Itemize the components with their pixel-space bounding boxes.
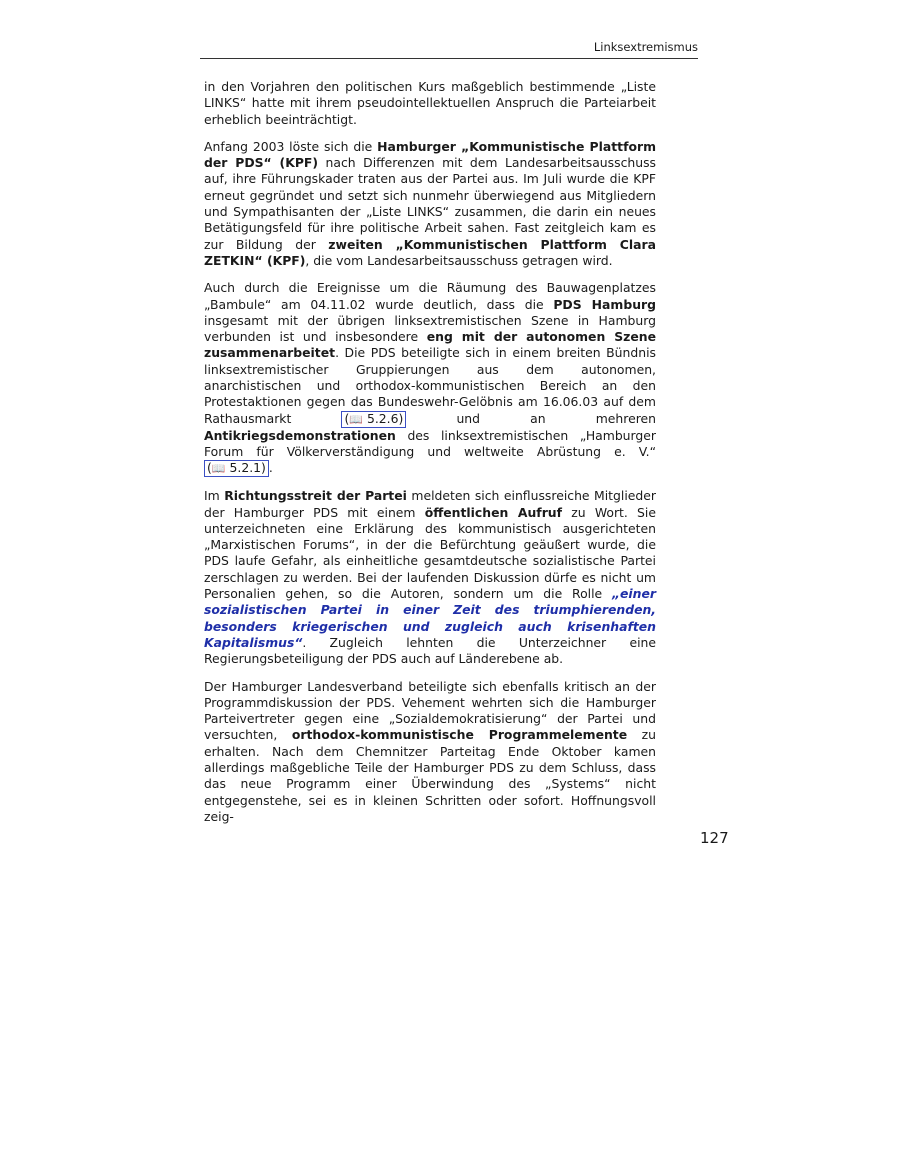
quotation: „einer sozialistischen Partei in einer Zeit des triumphierenden, besonders kriegerischen und zugleich auch krisenhaften Kapitalismus“ bbox=[204, 586, 656, 650]
bold-phrase: PDS Hamburg bbox=[553, 296, 656, 312]
paragraph-4: Im Richtungsstreit der Partei meldeten sich einflussreiche Mitglieder der Hamburger PDS mit einem öffentlichen Aufruf zu Wort. Sie unterzeichneten eine Erklärung des kommunistisch ausgerichteten „Marxistischen Forums“, in der die Befürchtung geäußert wurde, die PDS laufe Gefahr, als einheitliche gesamtdeutsche sozialistische Partei zerschlagen zu werden. Bei der laufenden Diskussion dürfe es nicht um Personalien gehen, so die Autoren, sondern um die Rolle „einer sozialistischen Partei in einer Zeit des triumphierenden, besonders kriegerischen und zugleich auch krisenhaften Kapitalismus“. Zugleich lehnten die Unterzeichner eine Regierungsbeteiligung der PDS auch auf Länderebene ab. bbox=[204, 488, 656, 667]
paragraph-5: Der Hamburger Landesverband beteiligte sich ebenfalls kritisch an der Programmdiskussion der PDS. Vehement wehrten sich die Hamburger Parteivertreter gegen eine „Sozialdemokratisierung“ der Partei und versuchten, orthodox-kommunistische Programmelemente zu erhalten. Nach dem Chemnitzer Parteitag Ende Oktober kamen allerdings maßgebliche Teile der Hamburger PDS zu dem Schluss, dass das neue Programm einer Überwindung des „Systems“ nicht entgegenstehe, sei es in kleinen Schritten oder sofort. Hoffnungsvoll zeig- bbox=[204, 678, 656, 824]
book-icon: 📖 bbox=[349, 412, 363, 426]
paragraph-3: Auch durch die Ereignisse um die Räumung des Bauwagenplatzes „Bambule“ am 04.11.02 wurde deutlich, dass die PDS Hamburg insgesamt mit der übrigen linksextremistischen Szene in Hamburg verbunden ist und insbesondere eng mit der autonomen Szene zusammenarbeitet. Die PDS beteiligte sich in einem breiten Bündnis linksextremistischer Gruppierungen aus dem autonomen, anarchistischen und orthodox-kommunistischen Bereich an den Protestaktionen gegen das Bundeswehr-Gelöbnis am 16.06.03 auf dem Rathausmarkt (📖 5.2.6) und an mehreren Antikriegsdemonstrationen des linksextremistischen „Hamburger Forum für Völkerverständigung und weltweite Abrüstung e. V.“ (📖 5.2.1) . bbox=[204, 280, 656, 476]
bold-phrase: orthodox-kommunistische Programmelemente bbox=[291, 727, 628, 743]
bold-phrase: Richtungsstreit der Partei bbox=[224, 488, 407, 504]
book-icon: 📖 bbox=[211, 462, 226, 476]
cross-reference-link[interactable]: (📖 5.2.1) bbox=[204, 460, 269, 477]
bold-phrase: Hamburger „Kommunistische Plattform der PDS“ (KPF) bbox=[204, 138, 657, 171]
body-text bbox=[204, 79, 656, 836]
bold-phrase: Antikriegsdemonstrationen bbox=[204, 427, 396, 443]
paragraph-1: in den Vorjahren den politischen Kurs maßgeblich bestimmende „Liste LINKS“ hatte mit ihrem pseudointellektuellen Anspruch die Parteiarbeit erheblich beeinträchtigt. bbox=[204, 79, 656, 127]
bold-phrase: zweiten „Kommunistischen Plattform Clara ZETKIN“ (KPF) bbox=[204, 236, 656, 268]
paragraph-2: Anfang 2003 löste sich die Hamburger „Kommunistische Plattform der PDS“ (KPF) nach Differenzen mit dem Landesarbeitsausschuss auf, ihre Führungskader traten aus der Partei aus. Im Juli wurde die KPF erneut gegründet und setzt sich nunmehr überwiegend aus Mitgliedern und Sympathisanten der „Liste LINKS“ zusammen, die darin ein neues Betätigungsfeld für ihre politische Arbeit sahen. Fast zeitgleich kam es zur Bildung der zweiten „Kommunistischen Plattform Clara ZETKIN“ (KPF), die vom Landesarbeitsausschuss getragen wird. bbox=[204, 138, 657, 268]
bold-phrase: eng mit der autonomen Szene zusammenarbeitet bbox=[204, 329, 656, 361]
running-title: Linksextremismus bbox=[593, 40, 698, 54]
page-number: 127 bbox=[700, 829, 729, 847]
bold-phrase: öffentlichen Aufruf bbox=[424, 504, 563, 520]
running-header bbox=[200, 40, 698, 59]
cross-reference-link[interactable]: (📖 5.2.6) bbox=[341, 411, 406, 428]
